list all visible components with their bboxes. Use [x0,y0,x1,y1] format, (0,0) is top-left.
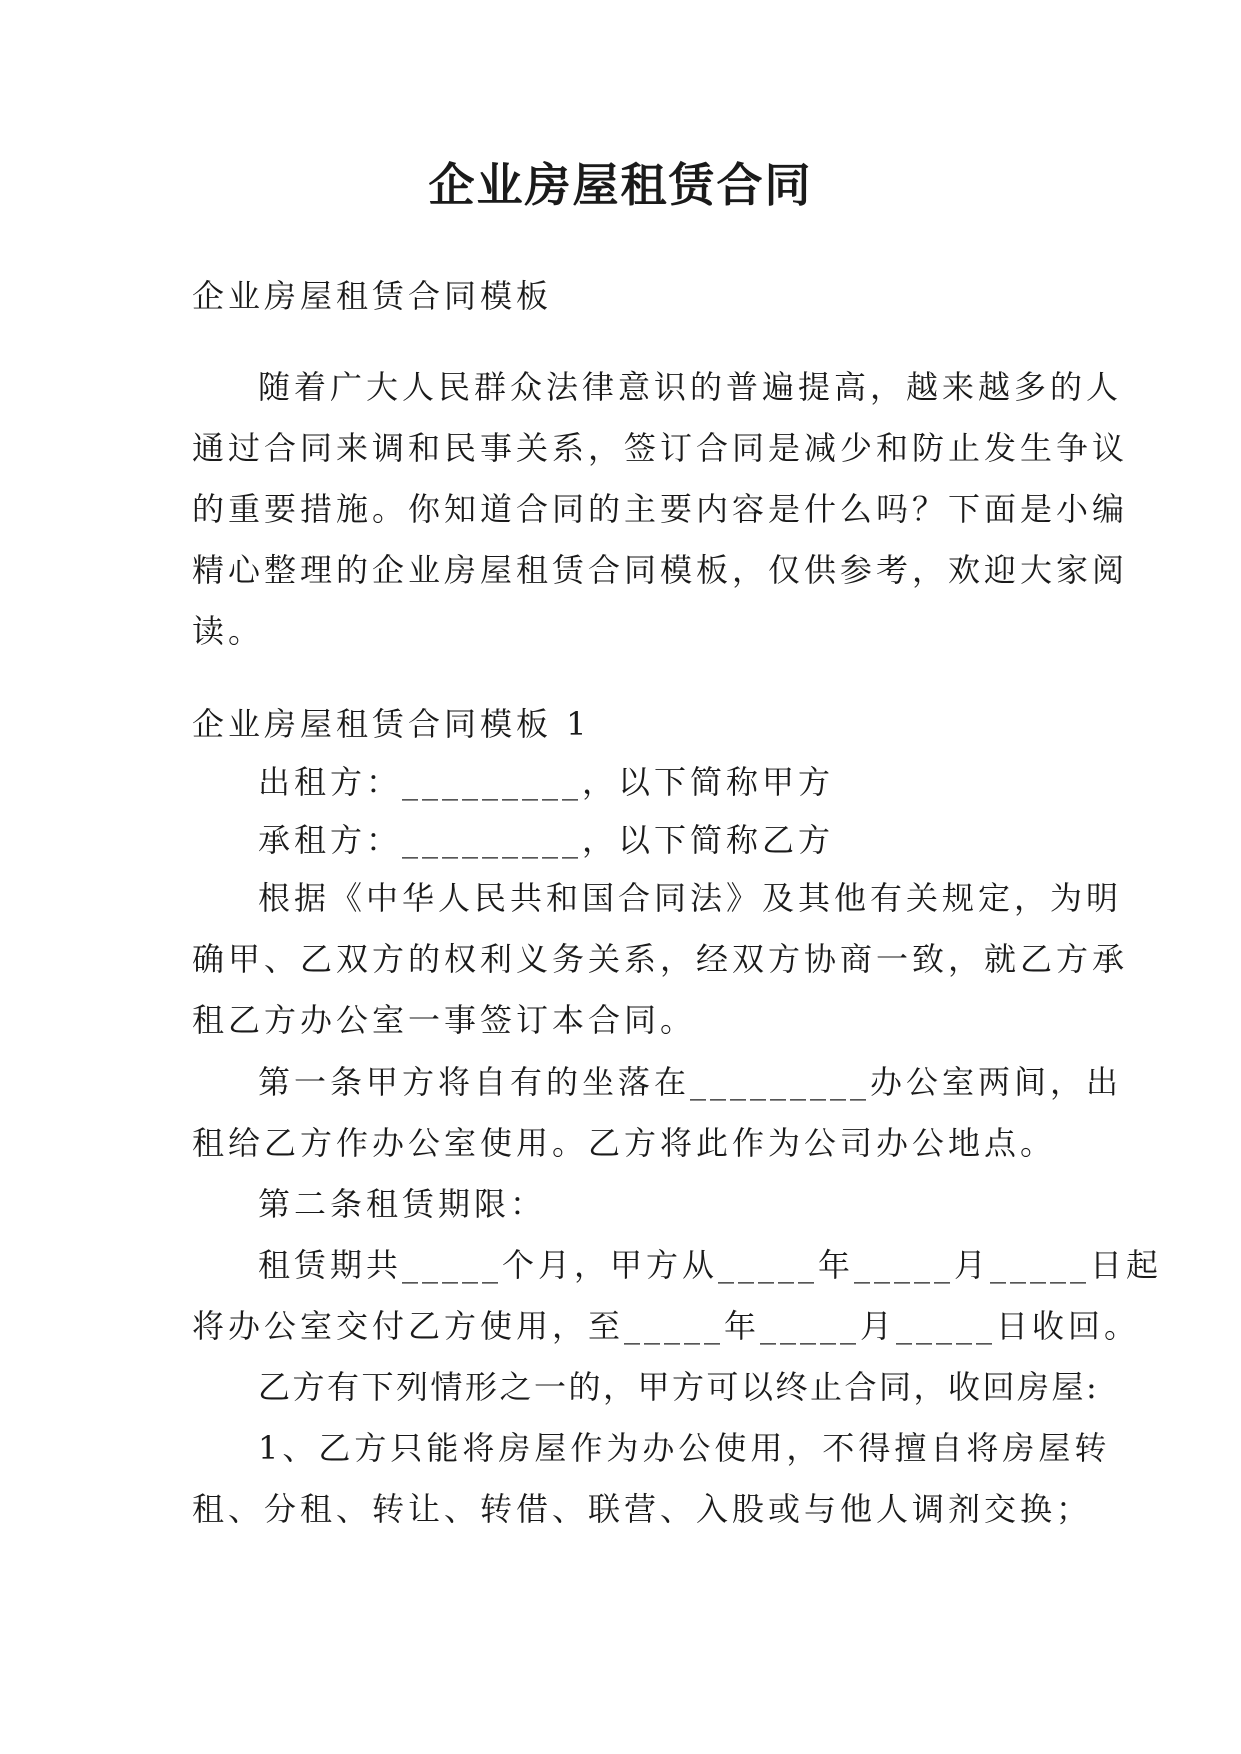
article2-heading: 第二条租赁期限： [258,1185,547,1223]
intro-line-4: 精心整理的企业房屋租赁合同模板，仅供参考，欢迎大家阅 [192,551,1129,589]
clause1-line-2: 租、分租、转让、转借、联营、入股或与他人调剂交换； [192,1490,1093,1528]
basis-line-1: 根据《中华人民共和国合同法》及其他有关规定，为明 [258,879,1123,917]
lessor-line: 出租方：_________，以下简称甲方 [258,763,835,801]
intro-line-5: 读。 [192,612,265,650]
term-line-2: 将办公室交付乙方使用，至_____年_____月_____日收回。 [192,1307,1141,1345]
basis-line-2: 确甲、乙双方的权利义务关系，经双方协商一致，就乙方承 [192,940,1129,978]
clause1-line-1: 1、乙方只能将房屋作为办公使用，不得擅自将房屋转 [258,1429,1111,1467]
article1-line-1: 第一条甲方将自有的坐落在_________办公室两间，出 [258,1063,1123,1101]
term-line-1: 租赁期共_____个月，甲方从_____年_____月_____日起 [258,1246,1163,1284]
article1-line-2: 租给乙方作办公室使用。乙方将此作为公司办公地点。 [192,1124,1057,1162]
intro-line-1: 随着广大人民群众法律意识的普遍提高，越来越多的人 [258,368,1123,406]
section-heading: 企业房屋租赁合同模板 1 [192,705,591,743]
intro-line-3: 的重要措施。你知道合同的主要内容是什么吗？下面是小编 [192,490,1129,528]
intro-line-2: 通过合同来调和民事关系，签订合同是减少和防止发生争议 [192,429,1129,467]
termination-intro: 乙方有下列情形之一的，甲方可以终止合同，收回房屋: [258,1368,1100,1406]
document-subtitle: 企业房屋租赁合同模板 [192,277,553,315]
document-title: 企业房屋租赁合同 [428,158,813,212]
lessee-line: 承租方：_________，以下简称乙方 [258,821,835,859]
basis-line-3: 租乙方办公室一事签订本合同。 [192,1001,697,1039]
